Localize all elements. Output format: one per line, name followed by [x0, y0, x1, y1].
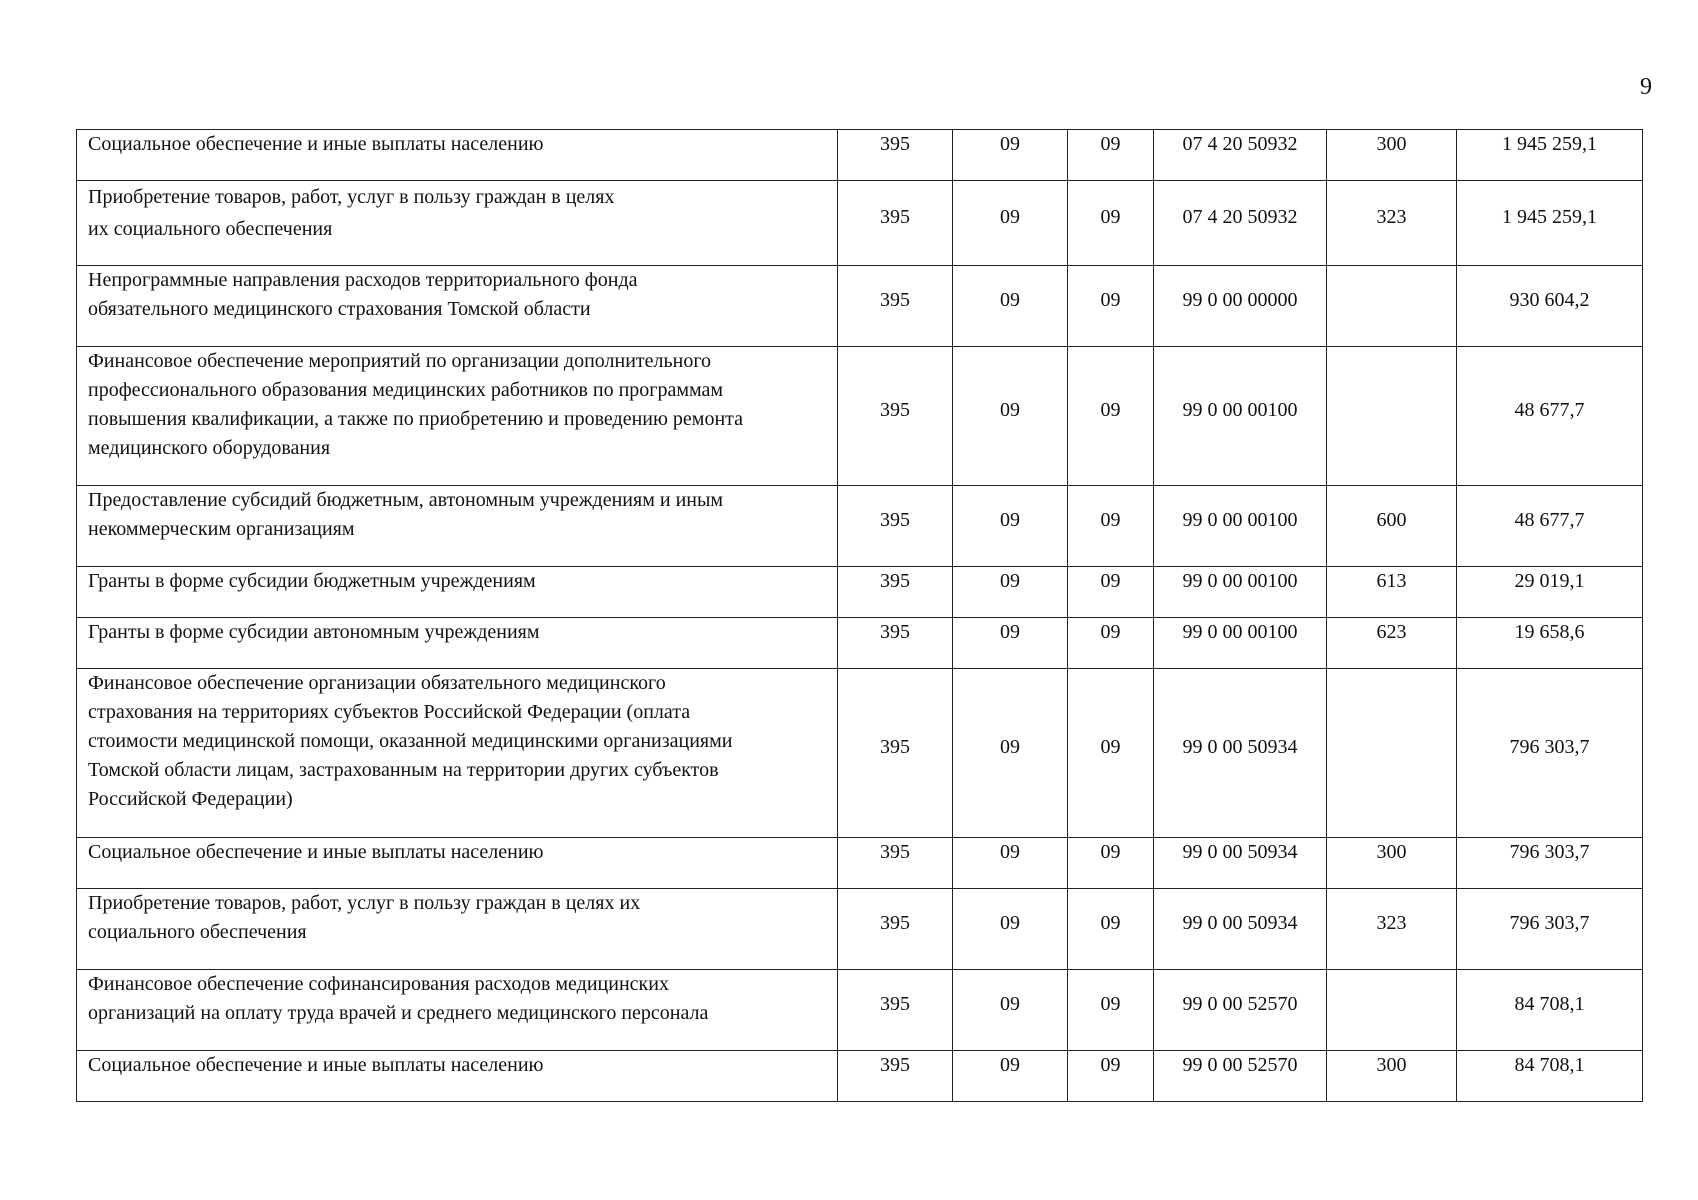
- ved-code: 395: [880, 1054, 910, 1076]
- ved-cell: [838, 486, 953, 567]
- podrazdel-cell: [1068, 486, 1154, 567]
- csr-code: 99 0 00 52570: [1182, 1054, 1298, 1076]
- expense-name-line: Социальное обеспечение и иные выплаты населению: [88, 1054, 544, 1076]
- vr-code: 300: [1376, 1054, 1407, 1076]
- vr-cell: [1327, 889, 1457, 970]
- expense-name-line: социального обеспечения: [88, 921, 307, 943]
- razdel-cell: [953, 130, 1068, 181]
- razdel-code: 09: [1000, 570, 1020, 592]
- ved-cell: [838, 347, 953, 486]
- vr-code: 600: [1376, 508, 1407, 531]
- amount-cell: [1457, 1051, 1643, 1102]
- expense-name-line: организаций на оплату труда врачей и среднего медицинского персонала: [88, 1002, 709, 1024]
- csr-code: 99 0 00 00100: [1182, 508, 1298, 531]
- page-number: 9: [1640, 74, 1652, 100]
- ved-cell: [838, 567, 953, 618]
- amount-value: 19 658,6: [1514, 621, 1585, 643]
- ved-code: 395: [880, 508, 910, 531]
- expense-name-line: Российской Федерации): [88, 788, 293, 810]
- expense-name-line: страхования на территориях субъектов Российской Федерации (оплата: [88, 701, 691, 723]
- razdel-code: 09: [1000, 398, 1020, 421]
- csr-cell: [1154, 181, 1327, 266]
- razdel-cell: [953, 486, 1068, 567]
- razdel-code: 09: [1000, 205, 1020, 228]
- expense-name-cell: [77, 838, 838, 889]
- expense-name-cell: [77, 486, 838, 567]
- expense-name-line: Приобретение товаров, работ, услуг в пользу граждан в целях: [88, 186, 615, 208]
- amount-cell: [1457, 486, 1643, 567]
- podrazdel-code: 09: [1100, 621, 1121, 643]
- amount-cell: [1457, 130, 1643, 181]
- expense-name-cell: [77, 970, 838, 1051]
- amount-value: 1 945 259,1: [1502, 133, 1597, 155]
- vr-cell: [1327, 1051, 1457, 1102]
- vr-code: 300: [1376, 133, 1407, 155]
- csr-cell: [1154, 970, 1327, 1051]
- razdel-code: 09: [1000, 992, 1020, 1015]
- table-row: [77, 889, 1643, 970]
- expense-name-cell: [77, 1051, 838, 1102]
- csr-code: 99 0 00 52570: [1182, 992, 1298, 1015]
- ved-code: 395: [880, 288, 910, 311]
- expense-name-line: их социального обеспечения: [88, 218, 333, 240]
- ved-code: 395: [880, 911, 910, 934]
- table-row: [77, 347, 1643, 486]
- podrazdel-cell: [1068, 266, 1154, 347]
- amount-cell: [1457, 266, 1643, 347]
- csr-code: 99 0 00 50934: [1182, 911, 1298, 934]
- vr-code: 623: [1376, 621, 1407, 643]
- razdel-code: 09: [1000, 735, 1020, 758]
- vr-cell: [1327, 618, 1457, 669]
- podrazdel-cell: [1068, 970, 1154, 1051]
- expense-name-line: профессионального образования медицинских работников по программам: [88, 379, 724, 401]
- csr-cell: [1154, 669, 1327, 838]
- csr-code: 99 0 00 50934: [1182, 735, 1298, 758]
- vr-cell: [1327, 486, 1457, 567]
- vr-code: 323: [1376, 911, 1407, 934]
- razdel-cell: [953, 970, 1068, 1051]
- expense-name-line: Социальное обеспечение и иные выплаты населению: [88, 841, 544, 863]
- csr-cell: [1154, 486, 1327, 567]
- csr-cell: [1154, 266, 1327, 347]
- vr-cell: [1327, 347, 1457, 486]
- amount-value: 84 708,1: [1514, 992, 1585, 1015]
- amount-value: 48 677,7: [1514, 398, 1585, 421]
- amount-value: 796 303,7: [1509, 735, 1590, 758]
- ved-cell: [838, 1051, 953, 1102]
- razdel-cell: [953, 567, 1068, 618]
- podrazdel-code: 09: [1100, 288, 1121, 311]
- expense-name-line: медицинского оборудования: [88, 437, 331, 459]
- csr-cell: [1154, 889, 1327, 970]
- ved-code: 395: [880, 205, 910, 228]
- csr-code: 07 4 20 50932: [1182, 205, 1298, 228]
- amount-value: 1 945 259,1: [1502, 205, 1597, 228]
- expense-name-line: обязательного медицинского страхования Томской области: [88, 298, 591, 320]
- expense-name-cell: [77, 618, 838, 669]
- amount-cell: [1457, 838, 1643, 889]
- podrazdel-cell: [1068, 618, 1154, 669]
- expense-name-line: некоммерческим организациям: [88, 518, 355, 540]
- razdel-code: 09: [1000, 841, 1020, 863]
- expense-name-line: Томской области лицам, застрахованным на территории других субъектов: [88, 759, 719, 781]
- expense-name-line: повышения квалификации, а также по приобретению и проведению ремонта: [88, 408, 744, 430]
- podrazdel-code: 09: [1100, 992, 1121, 1015]
- amount-cell: [1457, 347, 1643, 486]
- razdel-cell: [953, 889, 1068, 970]
- podrazdel-cell: [1068, 889, 1154, 970]
- csr-cell: [1154, 347, 1327, 486]
- podrazdel-cell: [1068, 669, 1154, 838]
- csr-code: 99 0 00 50934: [1182, 841, 1298, 863]
- amount-value: 84 708,1: [1514, 1054, 1585, 1076]
- expense-name-line: Финансовое обеспечение организации обязательного медицинского: [88, 672, 666, 694]
- razdel-cell: [953, 838, 1068, 889]
- podrazdel-code: 09: [1100, 205, 1121, 228]
- amount-cell: [1457, 970, 1643, 1051]
- amount-cell: [1457, 567, 1643, 618]
- amount-value: 29 019,1: [1514, 570, 1585, 592]
- expense-name-cell: [77, 347, 838, 486]
- amount-value: 48 677,7: [1514, 508, 1585, 531]
- csr-code: 99 0 00 00000: [1182, 288, 1298, 311]
- podrazdel-cell: [1068, 838, 1154, 889]
- razdel-cell: [953, 618, 1068, 669]
- expense-name-cell: [77, 266, 838, 347]
- amount-cell: [1457, 181, 1643, 266]
- vr-cell: [1327, 181, 1457, 266]
- vr-code: 323: [1376, 205, 1407, 228]
- ved-cell: [838, 130, 953, 181]
- table-row: [77, 266, 1643, 347]
- razdel-code: 09: [1000, 621, 1020, 643]
- ved-code: 395: [880, 570, 910, 592]
- expense-name-line: Приобретение товаров, работ, услуг в пользу граждан в целях их: [88, 892, 641, 914]
- ved-code: 395: [880, 992, 910, 1015]
- ved-code: 395: [880, 735, 910, 758]
- razdel-code: 09: [1000, 1054, 1020, 1076]
- expense-name-cell: [77, 181, 838, 266]
- amount-cell: [1457, 669, 1643, 838]
- vr-cell: [1327, 970, 1457, 1051]
- table-row: [77, 486, 1643, 567]
- csr-code: 99 0 00 00100: [1182, 398, 1298, 421]
- amount-value: 796 303,7: [1509, 841, 1590, 863]
- vr-cell: [1327, 130, 1457, 181]
- podrazdel-code: 09: [1100, 735, 1121, 758]
- table-body: [77, 130, 1643, 1102]
- ved-code: 395: [880, 133, 910, 155]
- expense-name-line: Предоставление субсидий бюджетным, автономным учреждениям и иным: [88, 489, 724, 511]
- amount-value: 796 303,7: [1509, 911, 1590, 934]
- razdel-cell: [953, 1051, 1068, 1102]
- expense-name-cell: [77, 889, 838, 970]
- amount-value: 930 604,2: [1509, 288, 1590, 311]
- razdel-code: 09: [1000, 288, 1020, 311]
- podrazdel-code: 09: [1100, 570, 1121, 592]
- vr-cell: [1327, 838, 1457, 889]
- expense-name-line: Финансовое обеспечение софинансирования расходов медицинских: [88, 973, 669, 995]
- csr-code: 07 4 20 50932: [1182, 133, 1298, 155]
- ved-code: 395: [880, 621, 910, 643]
- podrazdel-code: 09: [1100, 911, 1121, 934]
- csr-cell: [1154, 567, 1327, 618]
- razdel-code: 09: [1000, 133, 1020, 155]
- table-row: [77, 567, 1643, 618]
- razdel-cell: [953, 181, 1068, 266]
- table-row: [77, 130, 1643, 181]
- csr-cell: [1154, 618, 1327, 669]
- vr-code: 300: [1376, 841, 1407, 863]
- table-row: [77, 1051, 1643, 1102]
- table-row: [77, 181, 1643, 266]
- podrazdel-cell: [1068, 347, 1154, 486]
- expense-name-line: Гранты в форме субсидии автономным учреждениям: [88, 621, 540, 643]
- expense-name-line: Гранты в форме субсидии бюджетным учреждениям: [88, 570, 536, 592]
- budget-table: [76, 129, 1643, 1102]
- ved-cell: [838, 838, 953, 889]
- expense-name-line: Финансовое обеспечение мероприятий по организации дополнительного: [88, 350, 712, 372]
- podrazdel-cell: [1068, 181, 1154, 266]
- ved-cell: [838, 266, 953, 347]
- podrazdel-code: 09: [1100, 508, 1121, 531]
- vr-code: 613: [1376, 570, 1407, 592]
- podrazdel-code: 09: [1100, 398, 1121, 421]
- csr-code: 99 0 00 00100: [1182, 570, 1298, 592]
- podrazdel-code: 09: [1100, 133, 1121, 155]
- csr-cell: [1154, 130, 1327, 181]
- razdel-cell: [953, 669, 1068, 838]
- vr-cell: [1327, 669, 1457, 838]
- podrazdel-cell: [1068, 1051, 1154, 1102]
- podrazdel-cell: [1068, 130, 1154, 181]
- razdel-cell: [953, 266, 1068, 347]
- podrazdel-code: 09: [1100, 841, 1121, 863]
- table-row: [77, 669, 1643, 838]
- table-row: [77, 970, 1643, 1051]
- ved-cell: [838, 970, 953, 1051]
- amount-cell: [1457, 618, 1643, 669]
- ved-cell: [838, 181, 953, 266]
- csr-cell: [1154, 838, 1327, 889]
- podrazdel-cell: [1068, 567, 1154, 618]
- razdel-code: 09: [1000, 508, 1020, 531]
- amount-cell: [1457, 889, 1643, 970]
- vr-cell: [1327, 567, 1457, 618]
- table-row: [77, 618, 1643, 669]
- csr-code: 99 0 00 00100: [1182, 621, 1298, 643]
- ved-code: 395: [880, 841, 910, 863]
- razdel-code: 09: [1000, 911, 1020, 934]
- csr-cell: [1154, 1051, 1327, 1102]
- expense-name-cell: [77, 669, 838, 838]
- table-row: [77, 838, 1643, 889]
- expense-name-cell: [77, 567, 838, 618]
- vr-cell: [1327, 266, 1457, 347]
- expense-name-line: Социальное обеспечение и иные выплаты населению: [88, 133, 544, 155]
- razdel-cell: [953, 347, 1068, 486]
- expense-name-line: Непрограммные направления расходов территориального фонда: [88, 269, 638, 291]
- podrazdel-code: 09: [1100, 1054, 1121, 1076]
- ved-cell: [838, 618, 953, 669]
- expense-name-cell: [77, 130, 838, 181]
- ved-code: 395: [880, 398, 910, 421]
- expense-name-line: стоимости медицинской помощи, оказанной медицинскими организациями: [88, 730, 733, 752]
- ved-cell: [838, 669, 953, 838]
- ved-cell: [838, 889, 953, 970]
